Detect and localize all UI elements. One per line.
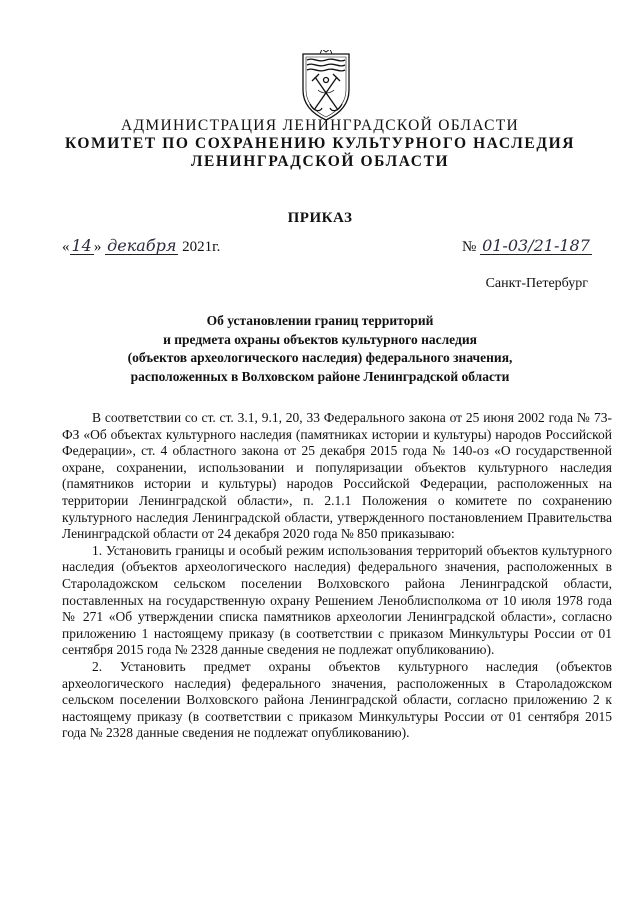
- document-number: [462, 237, 592, 256]
- committee-region: ЛЕНИНГРАДСКОЙ ОБЛАСТИ: [190, 153, 450, 170]
- date-open-quote: «: [62, 239, 70, 255]
- date-close-quote: »: [93, 239, 102, 255]
- body-paragraph-item-2: 2. Установить предмет охраны объектов культурного наследия (объектов археологического наследия) федерального значения, расположенных в Староладожском сельском поселении Волховского района Ленинградской области, согласно приложению 2 к настоящему приказу (в соответствии с приказом Минкультуры России от 01 сентября 2015 года № 2328 данные сведения не подлежат опубликованию).: [62, 658, 612, 741]
- document-type: ПРИКАЗ: [287, 210, 353, 226]
- coat-of-arms-icon: [298, 50, 354, 122]
- date-month: декабря: [107, 236, 177, 255]
- subject-line: расположенных в Волховском районе Ленинградской области: [130, 368, 510, 384]
- committee-name: КОМИТЕТ ПО СОХРАНЕНИЮ КУЛЬТУРНОГО НАСЛЕДИЯ: [64, 135, 576, 152]
- document-subject: [0, 312, 640, 386]
- date-day: 14: [71, 236, 92, 255]
- number-value: 01-03/21-187: [482, 236, 590, 255]
- document-date: [62, 237, 220, 256]
- body-paragraph-preamble: В соответствии со ст. ст. 3.1, 9.1, 20, 33 Федерального закона от 25 июня 2002 года № 73-ФЗ «Об объектах культурного наследия (памятниках истории и культуры) народов Российской Федерации», ст. 4 областного закона от 25 декабря 2015 года № 140-оз «О государственной охране, сохранении, использовании и популяризации объектов культурного наследия (памятников истории и культуры) народов Российской Федерации, расположенных на территории Ленинградской области», п. 2.1.1 Положения о комитете по сохранению культурного наследия Ленинградской области, утвержденного постановлением Правительства Ленинградской области от 24 декабря 2020 года № 850 приказываю:: [62, 410, 612, 542]
- document-body: [62, 410, 612, 742]
- date-year: 2021г.: [182, 239, 221, 255]
- subject-line: Об установлении границ территорий: [206, 313, 434, 328]
- number-prefix: №: [462, 239, 477, 255]
- city: Санкт-Петербург: [485, 276, 588, 291]
- subject-line: и предмета охраны объектов культурного наследия: [163, 331, 477, 347]
- subject-line: (объектов археологического наследия) федерального значения,: [127, 350, 513, 365]
- organization-name: АДМИНИСТРАЦИЯ ЛЕНИНГРАДСКОЙ ОБЛАСТИ: [121, 117, 519, 134]
- body-paragraph-item-1: 1. Установить границы и особый режим использования территорий объектов культурного наследия (объектов археологического наследия) федерального значения, расположенных в Староладожском сельском поселении Волховского района Ленинградской области, поставленных на государственную охрану Решением Леноблисполкома от 10 июля 1978 года № 271 «Об утверждении списка памятников археологии Ленинградской области», согласно приложению 1 настоящему приказу (в соответствии с приказом Минкультуры России от 01 сентября 2015 года № 2328 данные сведения не подлежат опубликованию).: [62, 542, 612, 658]
